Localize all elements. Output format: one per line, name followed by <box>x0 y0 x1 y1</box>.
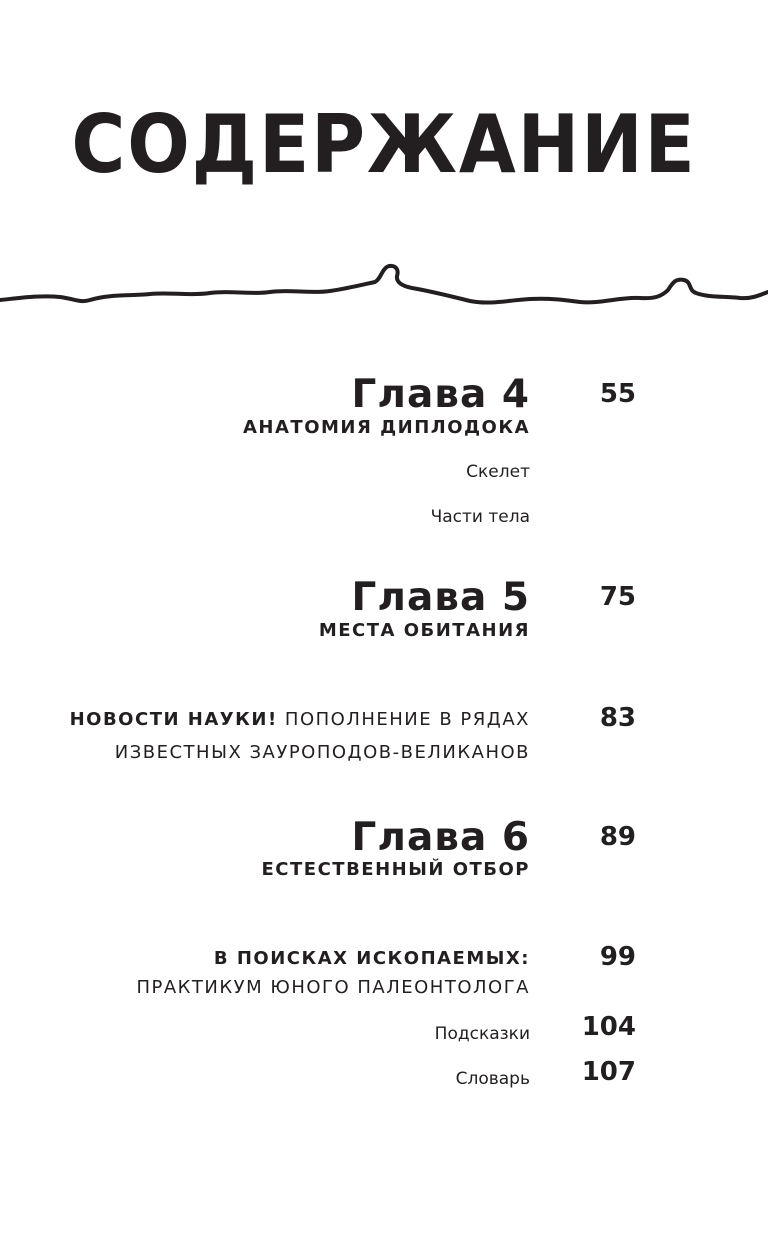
chapter-5-subtitle: МЕСТА ОБИТАНИЯ <box>318 620 530 641</box>
hints-page: 104 <box>581 1012 636 1042</box>
news-page: 83 <box>599 703 636 733</box>
chapter-4-item-skeleton: Скелет <box>466 462 530 482</box>
wavy-divider <box>0 258 768 318</box>
news-line-2: ИЗВЕСТНЫХ ЗАУРОПОДОВ-ВЕЛИКАНОВ <box>114 742 530 763</box>
chapter-4-page: 55 <box>599 379 636 409</box>
fossils-line-2: ПРАКТИКУМ ЮНОГО ПАЛЕОНТОЛОГА <box>136 977 530 998</box>
chapter-4-item-body-parts: Части тела <box>430 507 530 527</box>
fossils-lead: В ПОИСКАХ ИСКОПАЕМЫХ: <box>213 948 530 969</box>
chapter-4-subtitle: АНАТОМИЯ ДИПЛОДОКА <box>243 417 530 438</box>
news-line-1 <box>70 707 530 733</box>
hints-label: Подсказки <box>434 1024 530 1044</box>
chapter-5-page: 75 <box>599 582 636 612</box>
chapter-4-heading: Глава 4 <box>351 372 530 417</box>
chapter-6-subtitle: ЕСТЕСТВЕННЫЙ ОТБОР <box>261 859 530 880</box>
chapter-5-heading: Глава 5 <box>351 575 530 620</box>
glossary-page: 107 <box>581 1057 636 1087</box>
news-line-1-text: ПОПОЛНЕНИЕ В РЯДАХ <box>284 709 530 730</box>
chapter-6-heading: Глава 6 <box>351 815 530 860</box>
news-lead: НОВОСТИ НАУКИ! <box>69 709 278 730</box>
fossils-page: 99 <box>599 942 636 972</box>
chapter-6-page: 89 <box>599 822 636 852</box>
page-title: СОДЕРЖАНИЕ <box>71 98 697 191</box>
glossary-label: Словарь <box>455 1069 530 1089</box>
